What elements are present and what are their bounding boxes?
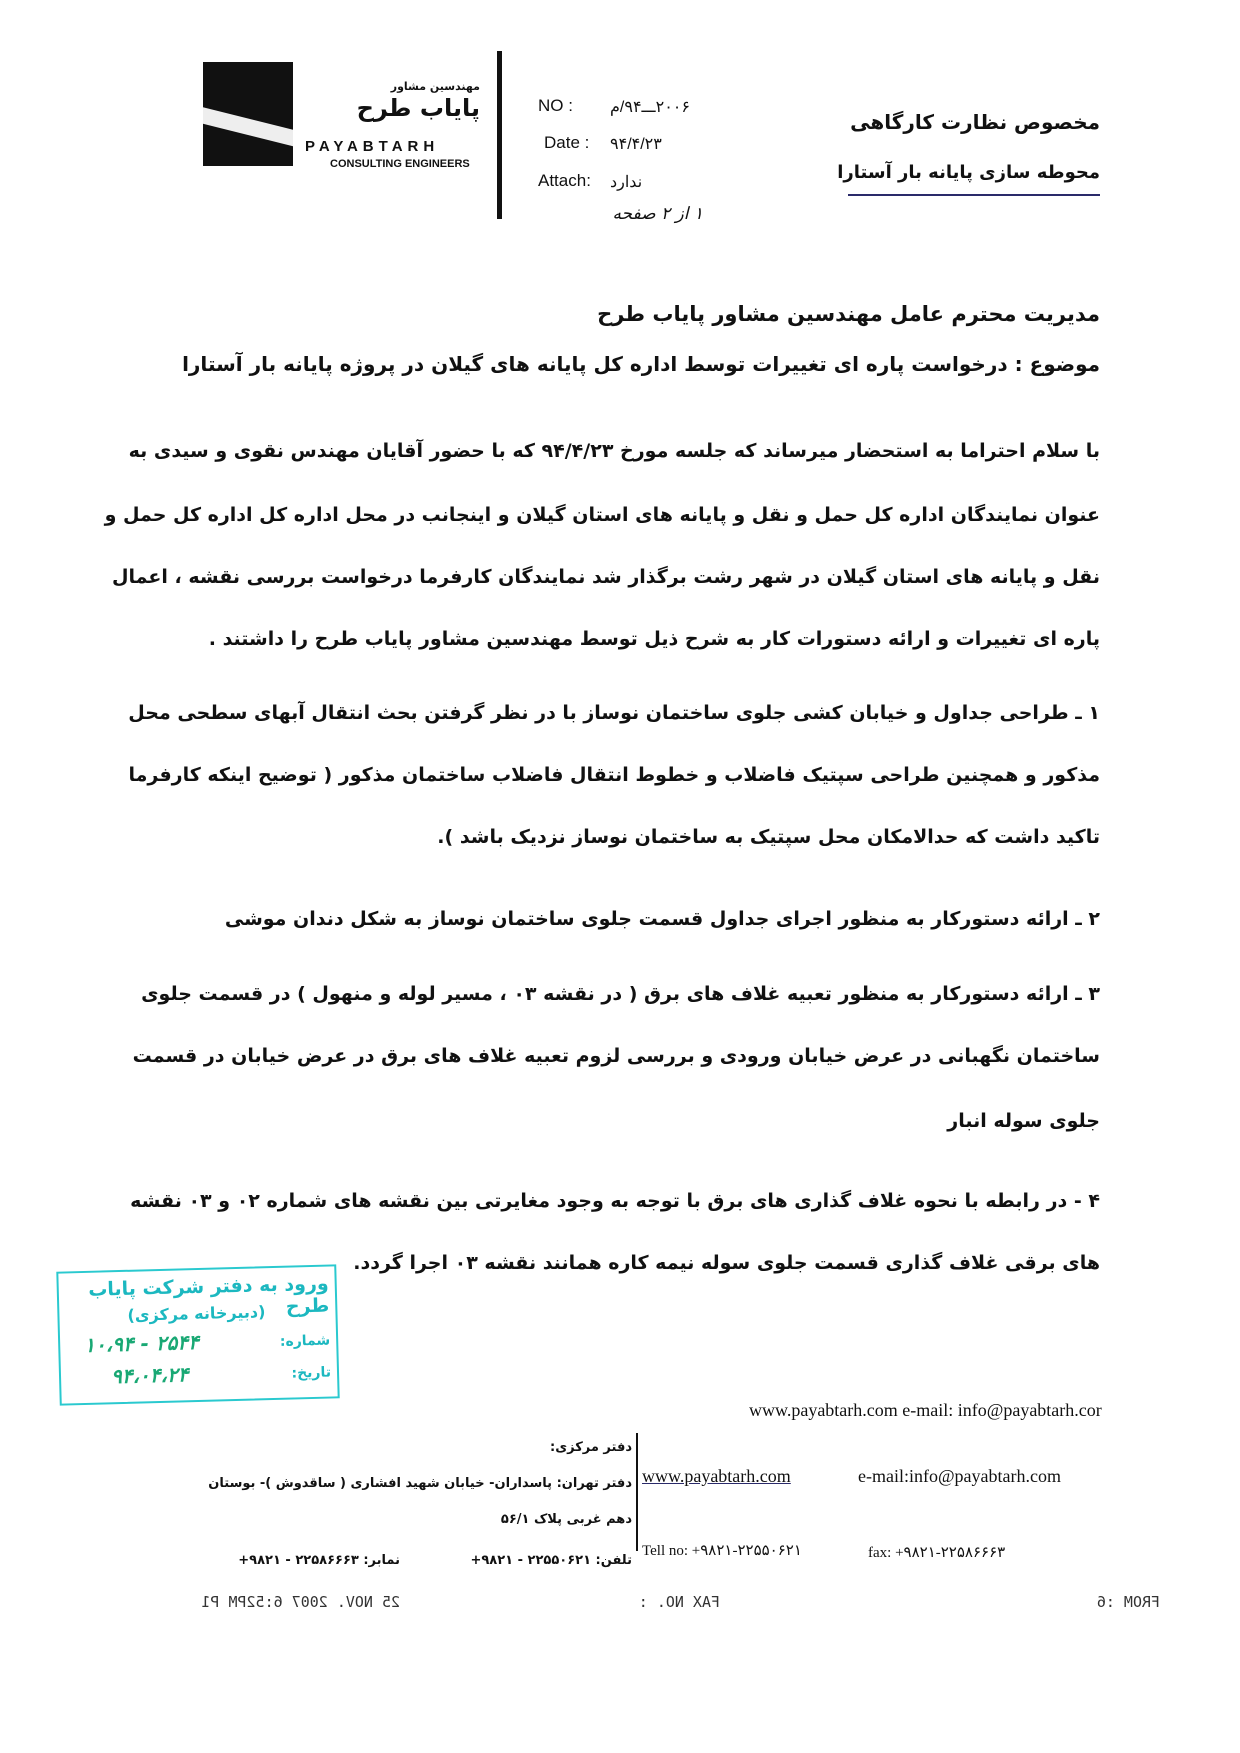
- header-title: مخصوص نظارت کارگاهی: [850, 110, 1100, 134]
- stamp-number-label: شماره:: [279, 1332, 331, 1350]
- footer-phone-fa: تلفن: ۲۲۵۵۰۶۲۱ - ۹۸۲۱+: [470, 1553, 632, 1568]
- no-label: NO :: [538, 96, 573, 115]
- header-divider: [497, 51, 502, 219]
- footer-tel: Tell no: +۹۸۲۱-۲۲۵۵۰۶۲۱: [642, 1543, 802, 1559]
- intro-line: پاره ای تغییرات و ارائه دستورات کار به شرح ذیل توسط مهندسین مشاور پایاب طرح را داشتند .: [208, 628, 1100, 650]
- logo-tagline: CONSULTING ENGINEERS: [330, 158, 470, 170]
- fax-transmission-header: [160, 1593, 1160, 1615]
- fax-number: FAX NO. :: [638, 1593, 720, 1611]
- logo-name-en: PAYABTARH: [305, 138, 440, 155]
- subject: موضوع : درخواست پاره ای تغییرات توسط اداره کل پایانه های گیلان در پروژه پایانه بار آستارا: [182, 352, 1100, 376]
- footer-website-link[interactable]: www.payabtarh.com: [642, 1466, 791, 1486]
- footer-fax-fa: نمابر: ۲۲۵۸۶۶۶۳ - ۹۸۲۱+: [238, 1553, 400, 1568]
- item-1-line: تاکید داشت که حدالامکان محل سپتیک به ساختمان نوساز نزدیک باشد ).: [437, 826, 1100, 848]
- stamp-subtitle: (دبیرخانه مرکزی): [127, 1302, 266, 1325]
- footer-top-contact: www.payabtarh.com e-mail: info@payabtarh.cor: [749, 1400, 1102, 1420]
- attach-label: Attach:: [538, 171, 591, 190]
- item-1-line: ۱ ـ طراحی جداول و خیابان کشی جلوی ساختمان نوساز با در نظر گرفتن بحث انتقال آبهای سطحی محل: [128, 702, 1100, 724]
- footer-office-title: دفتر مرکزی:: [550, 1440, 632, 1455]
- footer-address-line: دهم غربی پلاک ۵۶/۱: [500, 1512, 632, 1527]
- item-1-line: مذکور و همچنین طراحی سپتیک فاضلاب و خطوط انتقال فاضلاب ساختمان مذکور ( توضیح اینکه کارفرما: [128, 764, 1100, 786]
- stamp-title: ورود به دفتر شرکت پایاب طرح: [87, 1272, 330, 1318]
- intro-line: با سلام احتراما به استحضار میرساند که جلسه مورخ ۹۴/۴/۲۳ که با حضور آقایان مهندس نقوی و سیدی به: [128, 440, 1100, 462]
- page-count-note: ۱ از ۲ صفحه: [612, 204, 703, 224]
- stamp-date-value: ۹۴،۰۴،۲۴: [110, 1362, 189, 1389]
- footer-divider: [636, 1433, 638, 1551]
- intro-line: نقل و پایانه های استان گیلان در شهر رشت برگذار شد نمایندگان کارفرما درخواست بررسی نقشه ، اعمال: [112, 566, 1100, 588]
- fax-from: FROM :6: [1096, 1593, 1160, 1611]
- item-3-line: جلوی سوله انبار: [947, 1110, 1100, 1132]
- company-logo-mark: [203, 62, 293, 166]
- item-2-line: ۲ ـ ارائه دستورکار به منظور اجرای جداول قسمت جلوی ساختمان نوساز به شکل دندان موشی: [224, 908, 1100, 930]
- footer-email: e-mail:info@payabtarh.com: [858, 1466, 1062, 1486]
- date-label: Date :: [544, 133, 590, 152]
- salutation: مدیریت محترم عامل مهندسین مشاور پایاب طرح: [597, 302, 1100, 326]
- header-underline: [848, 194, 1100, 196]
- attach-value: ندارد: [610, 174, 643, 191]
- intro-line: عنوان نمایندگان اداره کل حمل و نقل و پایانه های استان گیلان و اینجانب در محل اداره کل اداره کل حمل و: [104, 504, 1100, 526]
- footer-address-line: دفتر تهران: پاسداران- خیابان شهید افشاری ( ساقدوش )- بوستان: [208, 1476, 632, 1491]
- fax-datetime: 25 NOV. 2007 6:52PM P1: [201, 1593, 400, 1611]
- logo-name-fa: پایاب طرح: [356, 94, 480, 122]
- received-stamp: [56, 1264, 339, 1405]
- item-4-line: های برقی غلاف گذاری قسمت جلوی سوله نیمه کاره همانند نقشه ۰۳ اجرا گردد.: [353, 1252, 1100, 1274]
- item-3-line: ساختمان نگهبانی در عرض خیابان ورودی و بررسی لزوم تعبیه غلاف های برق در عرض خیابان در قسمت: [132, 1045, 1100, 1067]
- no-value: ۲۰۰۶ـــ۹۴/م: [610, 99, 690, 116]
- stamp-number-value: ۱۰،۹۴ - ۲۵۴۴: [83, 1329, 200, 1357]
- header-project: محوطه سازی پایانه بار آستارا: [837, 162, 1100, 183]
- stamp-date-label: تاریخ:: [291, 1364, 332, 1382]
- date-value: ۹۴/۴/۲۳: [610, 136, 662, 153]
- item-4-line: ۴ - در رابطه با نحوه غلاف گذاری های برق با توجه به وجود مغایرتی بین نقشه های شماره ۰۲ و ۰۳ نقشه: [130, 1190, 1100, 1212]
- footer-fax: fax: +۹۸۲۱-۲۲۵۸۶۶۶۳: [868, 1545, 1006, 1561]
- logo-subtitle-fa: مهندسین مشاور: [390, 80, 480, 93]
- item-3-line: ۳ ـ ارائه دستورکار به منظور تعبیه غلاف های برق ( در نقشه ۰۳ ، مسیر لوله و منهول ) در قسمت جلوی: [141, 983, 1100, 1005]
